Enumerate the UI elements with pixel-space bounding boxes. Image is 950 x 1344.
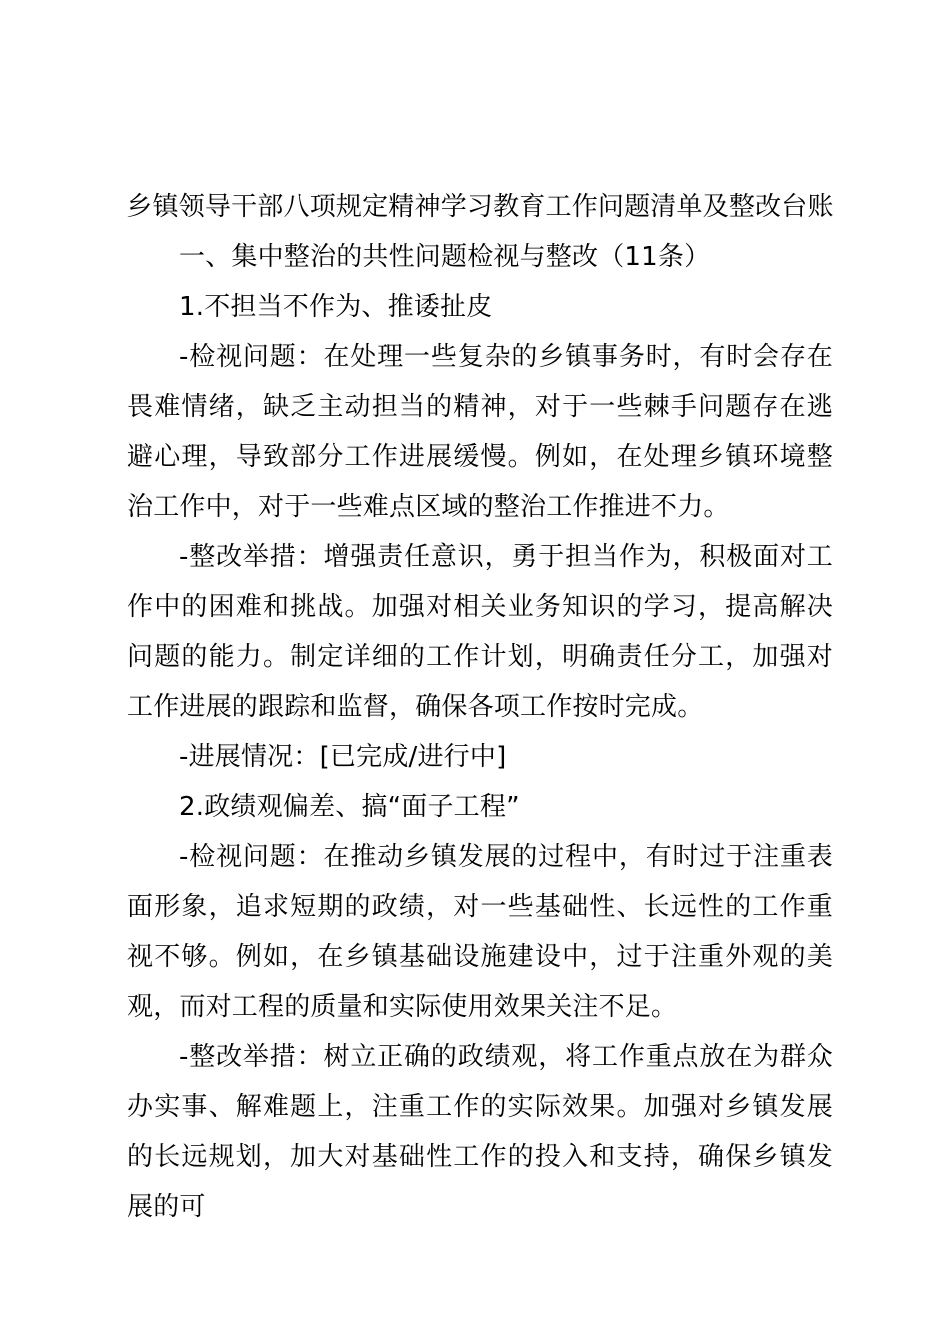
- section-heading: 一、集中整治的共性问题检视与整改（11条）: [179, 242, 711, 272]
- document-body: [127, 182, 833, 1232]
- document-title: 乡镇领导干部八项规定精神学习教育工作问题清单及整改台账: [126, 192, 834, 222]
- progress-paragraph: -进展情况：[已完成/进行中]: [179, 742, 507, 772]
- measure-paragraph: -整改举措：增强责任意识，勇于担当作为，积极面对工作中的困难和挑战。加强对相关业务知识的学习，提高解决问题的能力。制定详细的工作计划，明确责任分工，加强对工作进展的跟踪和监督，确保各项工作按时完成。: [127, 542, 833, 722]
- issue-paragraph: -检视问题：在处理一些复杂的乡镇事务时，有时会存在畏难情绪，缺乏主动担当的精神，对于一些棘手问题存在逃避心理，导致部分工作进展缓慢。例如，在处理乡镇环境整治工作中，对于一些难点区域的整治工作推进不力。: [127, 342, 833, 522]
- issue-paragraph: -检视问题：在推动乡镇发展的过程中，有时过于注重表面形象，追求短期的政绩，对一些基础性、长远性的工作重视不够。例如，在乡镇基础设施建设中，过于注重外观的美观，而对工程的质量和实际使用效果关注不足。: [127, 842, 833, 1022]
- item-heading: 1.不担当不作为、推诿扯皮: [179, 292, 493, 322]
- item-heading: 2.政绩观偏差、搞“面子工程”: [179, 792, 520, 822]
- measure-paragraph: -整改举措：树立正确的政绩观，将工作重点放在为群众办实事、解难题上，注重工作的实际效果。加强对乡镇发展的长远规划，加大对基础性工作的投入和支持，确保乡镇发展的可: [127, 1042, 833, 1222]
